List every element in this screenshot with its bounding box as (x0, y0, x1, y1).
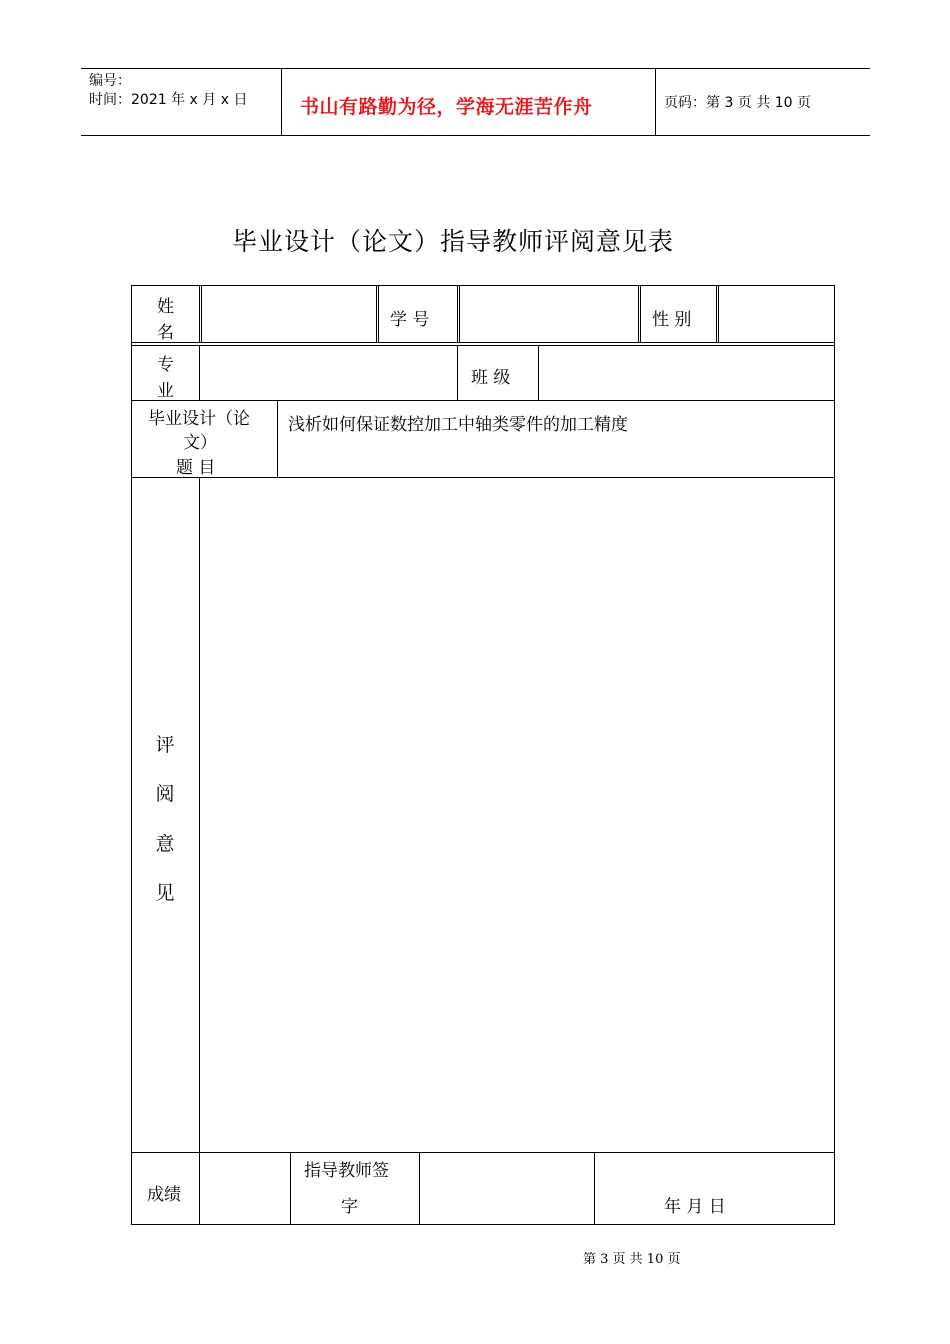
header-number-label: 编号： (89, 73, 131, 89)
row1-divider-b (201, 285, 202, 342)
class-label: 班 级 (471, 368, 511, 388)
signature-label-line1: 指导教师签 (304, 1161, 389, 1181)
table-bottom-border (131, 1224, 835, 1225)
footer-page-number: 第 3 页 共 10 页 (583, 1252, 681, 1267)
header-motto: 书山有路勤为径，学海无涯苦作舟 (300, 96, 593, 118)
row1-bottom-border (131, 342, 835, 343)
gender-label: 性 别 (652, 310, 692, 330)
row2-top-border (131, 345, 835, 346)
review-label-char-3: 意 (155, 833, 175, 855)
table-top-border (131, 285, 835, 286)
topic-label-line2: 文） (183, 433, 217, 453)
major-label-line2: 业 (157, 381, 174, 401)
row3-divider (277, 400, 278, 477)
row1-divider-c (376, 285, 377, 342)
row2-bottom-border (131, 400, 835, 401)
row4-bottom-border (131, 1152, 835, 1153)
signature-label-line2: 字 (341, 1197, 358, 1217)
gender-value-field[interactable] (720, 288, 832, 340)
row5-divider-d (594, 1152, 595, 1224)
row3-bottom-border (131, 477, 835, 478)
review-comments-field[interactable] (201, 479, 832, 1150)
row1-divider-a (199, 285, 200, 342)
header-bottom-rule (81, 135, 870, 136)
row1-divider-e (457, 285, 458, 342)
grade-label: 成绩 (147, 1185, 181, 1205)
row1-divider-g (638, 285, 639, 342)
name-label-line2: 名 (157, 323, 174, 343)
row1-divider-d (378, 285, 379, 342)
header-top-rule (81, 68, 870, 69)
row5-divider-b (290, 1152, 291, 1224)
row2-divider-b (457, 345, 458, 400)
header-time-label: 时间：2021 年 x 月 x 日 (89, 92, 248, 108)
row1-divider-i (716, 285, 717, 342)
row5-divider-a (199, 1152, 200, 1224)
student-id-value-field[interactable] (461, 288, 637, 340)
row2-divider-c (538, 345, 539, 400)
table-right-border (834, 285, 835, 1225)
row1-divider-j (718, 285, 719, 342)
header-divider-left (281, 68, 282, 136)
name-value-field[interactable] (203, 288, 375, 340)
signature-value-field[interactable] (421, 1154, 592, 1222)
major-value-field[interactable] (201, 347, 455, 398)
header-page-label: 页码：第 3 页 共 10 页 (664, 95, 811, 111)
date-label: 年 月 日 (664, 1197, 726, 1217)
grade-value-field[interactable] (201, 1154, 288, 1222)
class-value-field[interactable] (540, 347, 832, 398)
review-label-char-1: 评 (155, 734, 175, 756)
table-left-border (131, 285, 132, 1225)
row5-divider-c (419, 1152, 420, 1224)
name-label-line1: 姓 (157, 297, 174, 317)
review-label-char-2: 阅 (155, 783, 175, 805)
header-divider-right (655, 68, 656, 136)
topic-label-line3: 题 目 (176, 458, 216, 478)
major-label-line1: 专 (157, 355, 174, 375)
topic-value: 浅析如何保证数控加工中轴类零件的加工精度 (288, 415, 628, 435)
review-label-char-4: 见 (155, 882, 175, 904)
student-id-label: 学 号 (390, 310, 430, 330)
page-title: 毕业设计（论文）指导教师评阅意见表 (232, 227, 675, 256)
row1-divider-f (459, 285, 460, 342)
row2-divider-a (199, 345, 200, 400)
row1-divider-h (640, 285, 641, 342)
row4-divider (199, 477, 200, 1152)
topic-label-line1: 毕业设计（论 (148, 409, 250, 429)
